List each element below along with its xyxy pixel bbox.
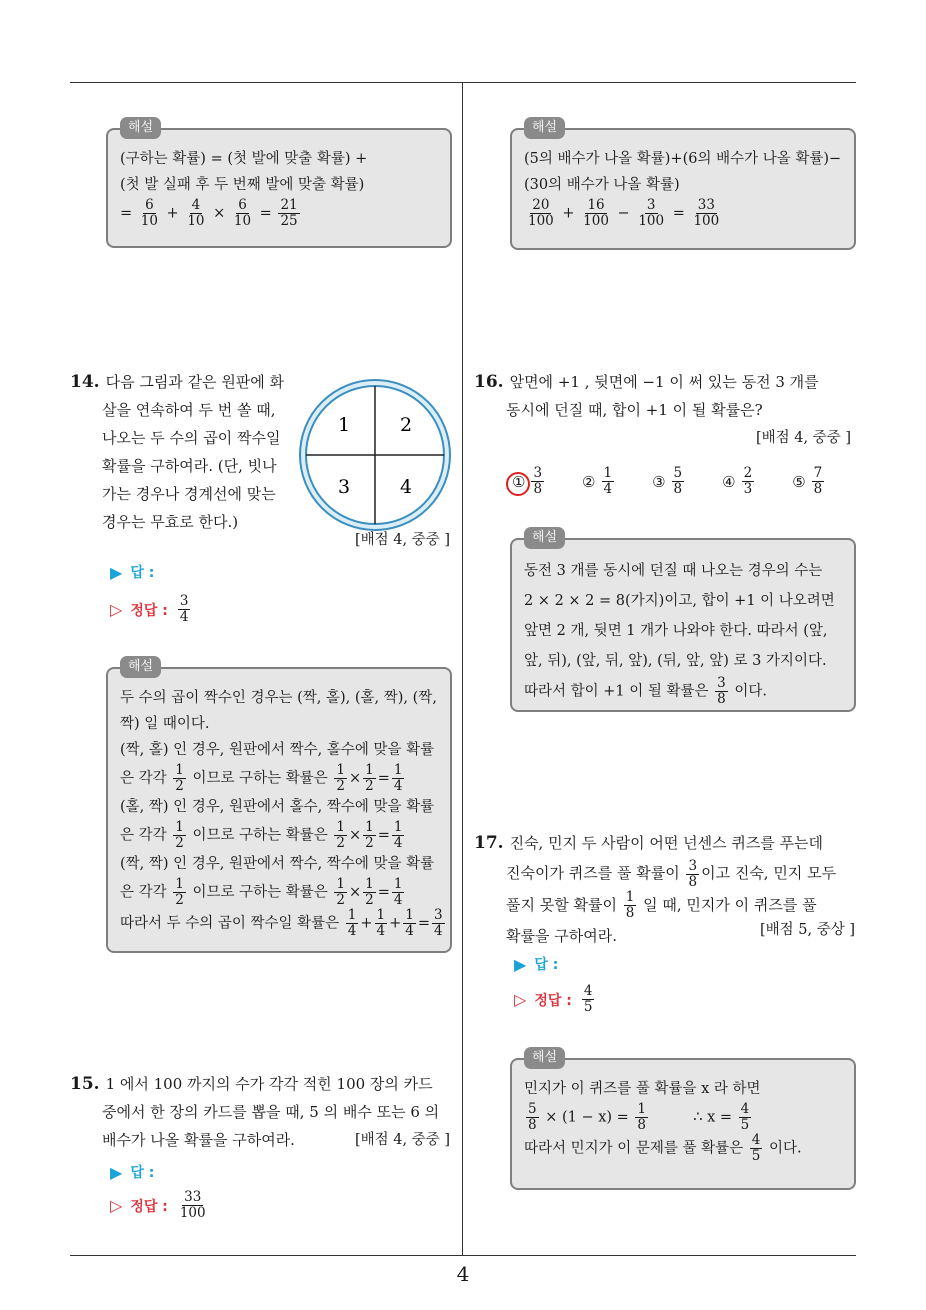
solution-tab: 해설 bbox=[524, 1047, 565, 1069]
solution-line: 두 수의 곱이 짝수인 경우는 (짝, 홀), (홀, 짝), (짝, bbox=[120, 690, 437, 706]
solution-tab: 해설 bbox=[120, 117, 161, 139]
problem-text: 중에서 한 장의 카드를 뽑을 때, 5 의 배수 또는 6 의 bbox=[102, 1103, 440, 1121]
solution-line: 민지가 이 퀴즈를 풀 확률을 x 라 하면 bbox=[524, 1081, 761, 1097]
solution-line: (구하는 확률) = (첫 발에 맞출 확률) + bbox=[120, 151, 368, 167]
answer-label: 답 : bbox=[534, 957, 559, 973]
choice-1[interactable]: ① $\frac{3}{8}$ bbox=[512, 466, 546, 497]
triangle-outline-icon: ▷ bbox=[514, 990, 527, 1009]
solution-line: (짝, 짝) 인 경우, 원판에서 짝수, 짝수에 맞을 확률 bbox=[120, 856, 435, 872]
solution-line: 동전 3 개를 동시에 던질 때 나오는 경우의 수는 bbox=[524, 563, 823, 579]
problem-number: 17. bbox=[474, 833, 504, 853]
fraction: $\frac{16}{100}$ bbox=[583, 197, 609, 229]
problem-number: 15. bbox=[70, 1074, 100, 1094]
triangle-outline-icon: ▷ bbox=[110, 600, 123, 619]
solution-equation: $\frac{20}{100}$ + $\frac{16}{100}$ − $\frac{3}{100}$ = $\frac{33}{100}$ bbox=[528, 197, 720, 229]
problem-text: 가는 경우나 경계선에 맞는 bbox=[102, 485, 276, 503]
solution-equation: 은 각각 $\frac{1}{2}$ 이므로 구하는 확률은 $\frac{1}{2}$ × $\frac{1}{2}$ = $\frac{1}{4}$ bbox=[120, 762, 403, 794]
choice-5[interactable]: ⑤ $\frac{7}{8}$ bbox=[792, 465, 823, 497]
solution-box-14 bbox=[106, 659, 452, 953]
solution-line: (첫 발 실패 후 두 번째 발에 맞출 확률) bbox=[120, 177, 365, 193]
solution-equation: = $\frac{6}{10}$ + $\frac{4}{10}$ × $\frac{6}{10}$ = $\frac{21}{25}$ bbox=[120, 197, 298, 229]
problem-text: 다음 그림과 같은 원판에 화 bbox=[105, 373, 285, 391]
solution-equation: 은 각각 $\frac{1}{2}$ 이므로 구하는 확률은 $\frac{1}{2}$ × $\frac{1}{2}$ = $\frac{1}{4}$ bbox=[120, 819, 403, 851]
problem-number: 14. bbox=[70, 372, 100, 392]
choice-2[interactable]: ② $\frac{1}{4}$ bbox=[582, 465, 613, 497]
problem-text: 배수가 나올 확률을 구하여라. bbox=[102, 1131, 295, 1149]
fraction: $\frac{33}{100}$ bbox=[693, 197, 720, 229]
choice-3[interactable]: ③ $\frac{5}{8}$ bbox=[652, 465, 683, 497]
disk-label-3: 3 bbox=[337, 476, 351, 498]
problem-text: 나오는 두 수의 곱이 짝수일 bbox=[102, 429, 281, 447]
solution-tab: 해설 bbox=[524, 117, 565, 139]
fraction: $\frac{20}{100}$ bbox=[528, 197, 554, 229]
answer-row-17 bbox=[514, 954, 558, 974]
dartboard-diagram bbox=[298, 378, 452, 532]
problem-text: 경우는 무효로 한다.) bbox=[102, 513, 239, 531]
fraction: $\frac{6}{10}$ bbox=[233, 197, 252, 229]
solution-box-16 bbox=[510, 530, 856, 712]
correct-label: 정답 : bbox=[130, 1198, 168, 1215]
problem-16 bbox=[474, 368, 858, 424]
solution-tab: 해설 bbox=[120, 656, 161, 678]
problem-text: 동시에 던질 때, 합이 +1 이 될 확률은? bbox=[506, 401, 763, 419]
solution-line: 2 × 2 × 2 = 8(가지)이고, 합이 +1 이 나오려면 bbox=[524, 593, 835, 609]
problem-text: 1 에서 100 까지의 수가 각각 적힌 100 장의 카드 bbox=[105, 1075, 433, 1093]
problem-14 bbox=[70, 368, 300, 536]
solution-line: 앞면 2 개, 뒷면 1 개가 나와야 한다. 따라서 (앞, bbox=[524, 623, 828, 639]
correct-answer-row-17 bbox=[514, 984, 596, 1015]
correct-answer-row-15 bbox=[110, 1190, 210, 1221]
solution-equation: 따라서 두 수의 곱이 짝수일 확률은 $\frac{1}{4}$ + $\frac{1}{4}$ + $\frac{1}{4}$ = $\frac{3}{4}$ bbox=[120, 907, 443, 939]
choices-16 bbox=[512, 466, 862, 497]
problem-text: 앞면에 +1 , 뒷면에 −1 이 써 있는 동전 3 개를 bbox=[509, 373, 819, 391]
solution-box-prev-right bbox=[510, 120, 856, 250]
solution-box-13 bbox=[106, 120, 452, 248]
solution-box-17 bbox=[510, 1050, 856, 1190]
answer-label: 답 : bbox=[130, 1165, 155, 1181]
score-16: [배점 4, 중중 ] bbox=[756, 430, 852, 446]
problem-text: 진숙이가 퀴즈를 풀 확률이 $\frac{3}{8}$ 이고 진숙, 민지 모두 bbox=[506, 857, 837, 890]
problem-text: 살을 연속하여 두 번 쏠 때, bbox=[102, 401, 276, 419]
disk-label-1: 1 bbox=[337, 414, 351, 436]
solution-equation: 은 각각 $\frac{1}{2}$ 이므로 구하는 확률은 $\frac{1}{2}$ × $\frac{1}{2}$ = $\frac{1}{4}$ bbox=[120, 876, 403, 908]
play-icon: ▶ bbox=[514, 954, 527, 974]
solution-equation: 따라서 합이 +1 이 될 확률은 $\frac{3}{8}$ 이다. bbox=[524, 675, 767, 707]
solution-equation: 따라서 민지가 이 문제를 풀 확률은 $\frac{4}{5}$ 이다. bbox=[524, 1132, 802, 1164]
answer-row-15 bbox=[110, 1162, 154, 1182]
bottom-rule bbox=[70, 1255, 856, 1256]
answer-label: 답 : bbox=[130, 565, 155, 581]
fraction: $\frac{21}{25}$ bbox=[280, 197, 298, 229]
score-14: [배점 4, 중중 ] bbox=[355, 532, 451, 548]
solution-line: (5의 배수가 나올 확률)+(6의 배수가 나올 확률)− bbox=[524, 151, 842, 167]
play-icon: ▶ bbox=[110, 1162, 123, 1182]
correct-answer-row-14 bbox=[110, 594, 192, 625]
choice-4[interactable]: ④ $\frac{2}{3}$ bbox=[722, 465, 753, 497]
play-icon: ▶ bbox=[110, 562, 123, 582]
solution-line: 짝) 일 때이다. bbox=[120, 716, 210, 732]
selected-circle-marker bbox=[506, 472, 530, 496]
solution-line: (짝, 홀) 인 경우, 원판에서 짝수, 홀수에 맞을 확률 bbox=[120, 742, 435, 758]
disk-label-2: 2 bbox=[399, 414, 413, 436]
correct-label: 정답 : bbox=[130, 602, 168, 619]
disk-label-4: 4 bbox=[399, 476, 413, 498]
correct-label: 정답 : bbox=[534, 992, 572, 1009]
problem-text: 확률을 구하여라. bbox=[506, 927, 617, 945]
fraction: $\frac{3}{100}$ bbox=[638, 197, 665, 229]
problem-text: 진숙, 민지 두 사람이 어떤 넌센스 퀴즈를 푸는데 bbox=[509, 834, 824, 852]
fraction: $\frac{4}{10}$ bbox=[187, 197, 205, 229]
score-17: [배점 5, 중상 ] bbox=[760, 922, 856, 938]
solution-line: (30의 배수가 나올 확률) bbox=[524, 177, 680, 193]
fraction: $\frac{6}{10}$ bbox=[140, 197, 158, 229]
solution-line: (홀, 짝) 인 경우, 원판에서 홀수, 짝수에 맞을 확률 bbox=[120, 799, 435, 815]
triangle-outline-icon: ▷ bbox=[110, 1196, 123, 1215]
page-number: 4 bbox=[456, 1262, 470, 1286]
correct-answer-fraction: $\frac{3}{4}$ bbox=[179, 593, 189, 625]
problem-text: 풀지 못할 확률이 $\frac{1}{8}$ 일 때, 민지가 이 퀴즈를 풀 bbox=[506, 889, 817, 921]
correct-answer-fraction: $\frac{4}{5}$ bbox=[583, 983, 593, 1015]
problem-number: 16. bbox=[474, 372, 504, 392]
solution-equation: $\frac{5}{8}$ × (1 − x) = $\frac{1}{8}$ ∴ x = $\frac{4}{5}$ bbox=[528, 1101, 750, 1133]
correct-answer-fraction: $\frac{33}{100}$ bbox=[179, 1189, 206, 1221]
score-15: [배점 4, 중중 ] bbox=[355, 1132, 451, 1148]
top-rule bbox=[70, 82, 856, 83]
problem-text: 확률을 구하여라. (단, 빗나 bbox=[102, 457, 277, 475]
solution-tab: 해설 bbox=[524, 527, 565, 549]
column-divider bbox=[462, 82, 463, 1255]
solution-line: 앞, 뒤), (앞, 뒤, 앞), (뒤, 앞, 앞) 로 3 가지이다. bbox=[524, 653, 827, 669]
answer-row-14 bbox=[110, 562, 154, 582]
